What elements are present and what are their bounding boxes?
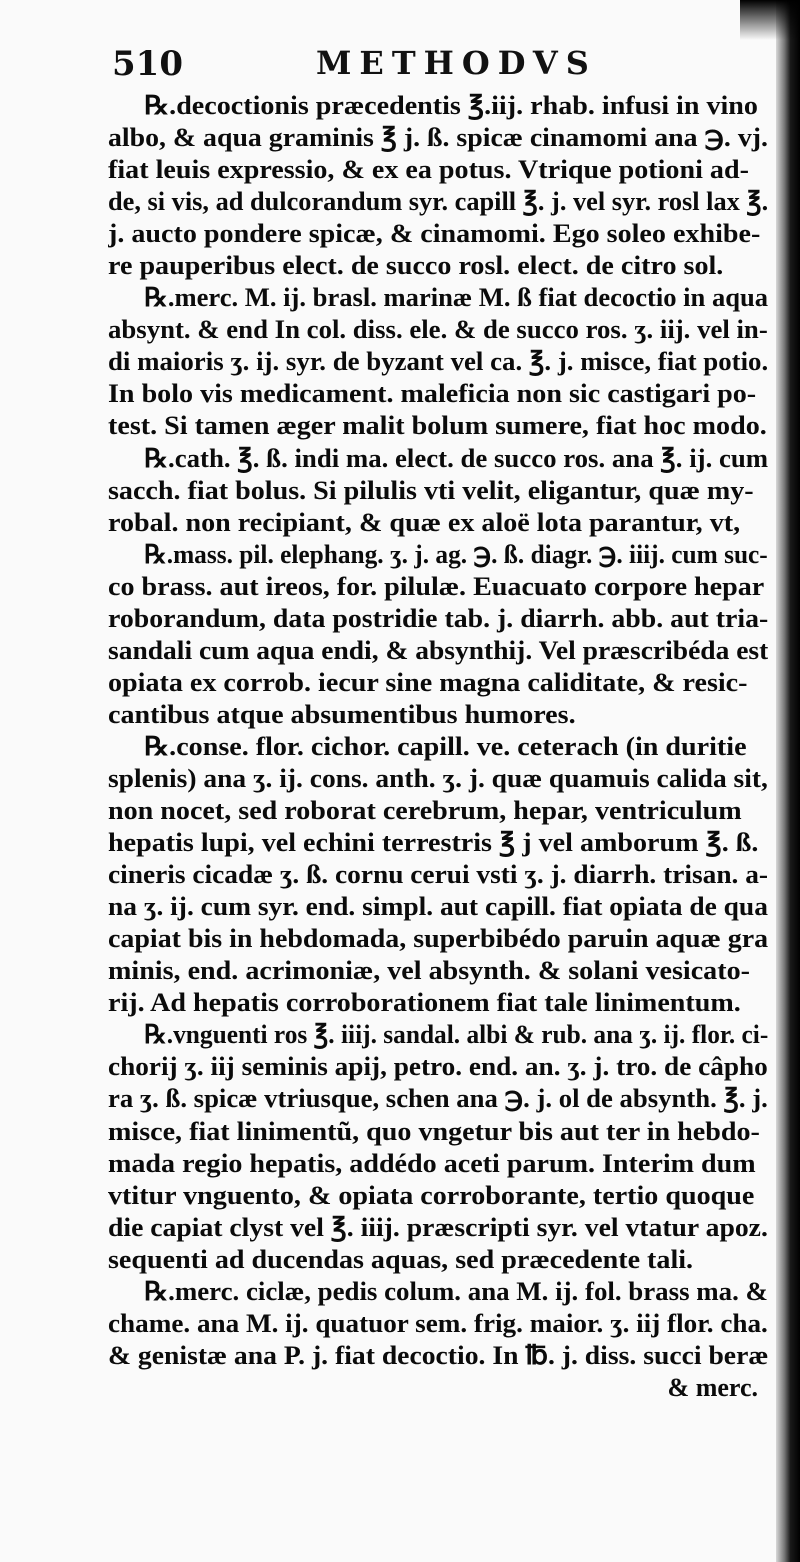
scan-edge (776, 0, 800, 1562)
text-line: test. Si tamen æger malit bolum sumere, fiat hoc modo. (108, 411, 767, 441)
text-line: chame. ana M. ij. quatuor sem. frig. maior. ʒ. iij flor. cha. (108, 1308, 768, 1338)
text-line: re pauperibus elect. de succo rosl. elect. de citro sol. (108, 251, 724, 281)
text-line: ℞.cath. ℥. ß. indi ma. elect. de succo ros. ana ℥. ij. cum (144, 443, 768, 473)
text-line: & genistæ ana P. j. fiat decoctio. In ℔. j. diss. succi beræ (108, 1340, 768, 1370)
text-line: mada regio hepatis, addédo aceti parum. Interim dum (108, 1148, 756, 1178)
scan-edge-top (740, 0, 800, 40)
page-header (0, 40, 800, 90)
text-line: di maioris ʒ. ij. syr. de byzant vel ca. ℥. j. misce, fiat potio. (108, 347, 768, 377)
text-line: sequenti ad ducendas aquas, sed præcedente tali. (108, 1244, 694, 1274)
text-line: sacch. fiat bolus. Si pilulis vti velit, eligantur, quæ my- (108, 475, 754, 505)
text-line: splenis) ana ʒ. ij. cons. anth. ʒ. j. quæ quamuis calida sit, (108, 763, 768, 793)
text-line: vtitur vnguento, & opiata corroborante, tertio quoque (108, 1180, 755, 1210)
text-line: die capiat clyst vel ℥. iiij. præscripti syr. vel vtatur apoz. (108, 1212, 768, 1242)
text-line: capiat bis in hebdomada, superbibédo paruin aquæ gra (108, 924, 768, 954)
text-line: ℞.merc. M. ij. brasl. marinæ M. ß fiat decoctio in aqua (144, 283, 768, 313)
page-number: 510 (112, 44, 183, 84)
text-line: opiata ex corrob. iecur sine magna caliditate, & resic- (108, 667, 748, 697)
text-line: robal. non recipiant, & quæ ex aloë lota parantur, vt, (108, 507, 741, 537)
text-line: chorij ʒ. iij seminis apij, petro. end. an. ʒ. j. tro. de câpho (108, 1052, 768, 1082)
text-line: roborandum, data postridie tab. j. diarrh. abb. aut tria- (108, 603, 768, 633)
text-line: In bolo vis medicament. maleficia non sic castigari po- (108, 379, 757, 409)
text-line: cantibus atque absumentibus humores. (108, 699, 576, 729)
text-line: ℞.vnguenti ros ℥. iiij. sandal. albi & rub. ana ʒ. ij. flor. ci- (144, 1020, 768, 1050)
text-line: sandali cum aqua endi, & absynthij. Vel præscribéda est (108, 635, 768, 665)
text-line: rij. Ad hepatis corroborationem fiat tale linimentum. (108, 988, 741, 1018)
text-line: co brass. aut ireos, for. pilulæ. Euacuato corpore hepar (108, 571, 765, 601)
body-text (108, 90, 768, 1404)
text-line: misce, fiat linimentũ, quo vngetur bis aut ter in hebdo- (108, 1116, 760, 1146)
text-line: ra ʒ. ß. spicæ vtriusque, schen ana ℈. j. ol de absynth. ℥. j. (108, 1084, 768, 1114)
text-line: ℞.conse. flor. cichor. capill. ve. ceterach (in duritie (144, 731, 747, 761)
text-line: na ʒ. ij. cum syr. end. simpl. aut capill. fiat opiata de qua (108, 892, 768, 922)
text-line: cineris cicadæ ʒ. ß. cornu cerui vsti ʒ. j. diarrh. trisan. a- (108, 860, 768, 890)
running-title: METHODVS (316, 44, 597, 82)
text-line: non nocet, sed roborat cerebrum, hepar, ventriculum (108, 796, 742, 826)
text-line: ℞.merc. ciclæ, pedis colum. ana M. ij. fol. brass ma. & (144, 1276, 768, 1306)
text-line: ℞.decoctionis præcedentis ℥.iij. rhab. infusi in vino (144, 91, 758, 120)
text-line: ℞.mass. pil. elephang. ʒ. j. ag. ℈. ß. diagr. ℈. iiij. cum suc- (144, 539, 768, 569)
text-line: minis, end. acrimoniæ, vel absynth. & solani vesicato- (108, 956, 750, 986)
text-line: absynt. & end In col. diss. ele. & de succo ros. ʒ. iij. vel in- (108, 315, 768, 345)
text-line: fiat leuis expressio, & ex ea potus. Vtrique potioni ad- (108, 155, 749, 185)
text-line: & merc. (667, 1372, 758, 1402)
text-line: hepatis lupi, vel echini terrestris ℥ j vel amborum ℥. ß. (108, 828, 759, 858)
text-line: albo, & aqua graminis ℥ j. ß. spicæ cinamomi ana ℈. vj. (108, 123, 768, 153)
text-line: de, si vis, ad dulcorandum syr. capill ℥. j. vel syr. rosl lax ℥. (108, 187, 768, 217)
text-line: j. aucto pondere spicæ, & cinamomi. Ego soleo exhibe- (108, 219, 761, 249)
